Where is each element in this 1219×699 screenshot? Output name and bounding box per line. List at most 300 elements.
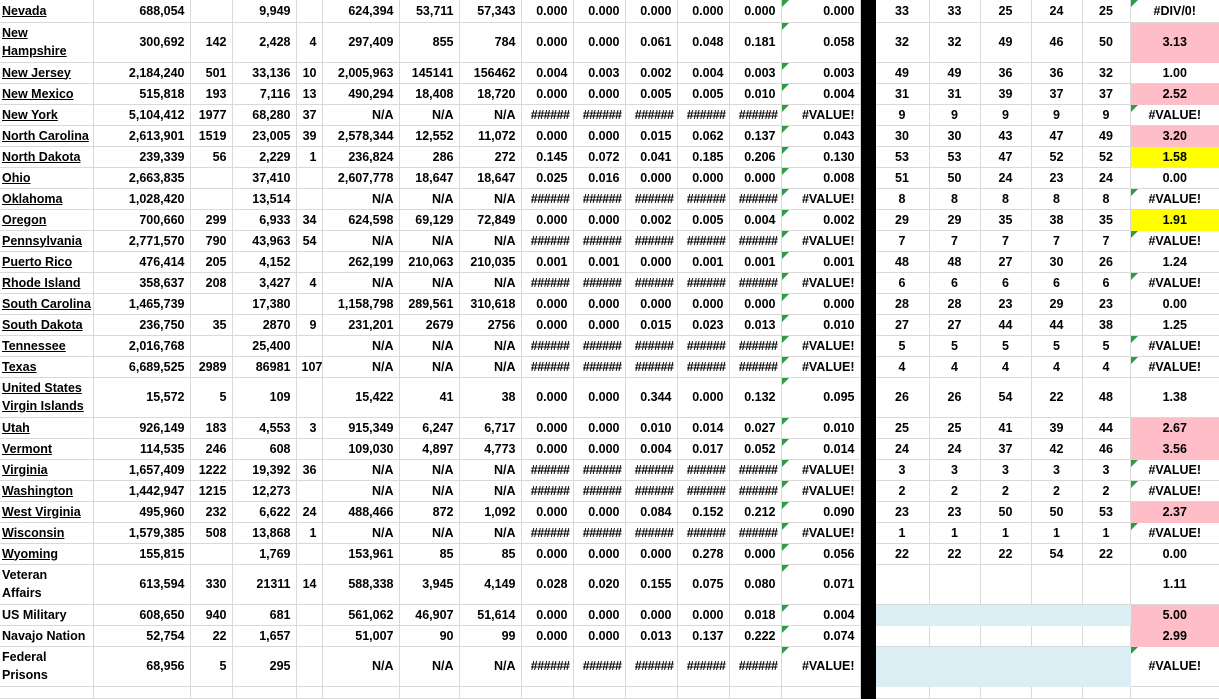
cell-value[interactable]: 1 (296, 522, 322, 543)
cell-rank[interactable]: 5 (980, 335, 1031, 356)
cell-rank[interactable]: 5 (1031, 335, 1082, 356)
cell-value[interactable]: 7,116 (232, 83, 296, 104)
cell-value[interactable]: 142 (190, 22, 232, 62)
cell-ratio[interactable]: 0.001 (677, 251, 729, 272)
cell-final-ratio[interactable]: #DIV/0! (1130, 0, 1219, 22)
cell-rank[interactable] (980, 646, 1031, 686)
cell-rank[interactable]: 33 (875, 0, 929, 22)
cell-ratio[interactable]: 0.000 (573, 543, 625, 564)
cell-value[interactable]: 561,062 (322, 604, 399, 625)
cell-rank[interactable]: 2 (980, 480, 1031, 501)
cell-final-ratio[interactable]: 1.38 (1130, 377, 1219, 417)
cell-ratio[interactable]: ###### (573, 230, 625, 251)
cell-value[interactable]: N/A (459, 335, 521, 356)
cell-value[interactable]: 1977 (190, 104, 232, 125)
cell-ratio[interactable]: 0.003 (573, 62, 625, 83)
cell-average[interactable]: 0.010 (781, 417, 860, 438)
cell-value[interactable]: 4,773 (459, 438, 521, 459)
cell-value[interactable]: 515,818 (93, 83, 190, 104)
cell-value[interactable]: 69,129 (399, 209, 459, 230)
cell-rank[interactable]: 50 (1031, 501, 1082, 522)
cell-rank[interactable]: 28 (875, 293, 929, 314)
cell-value[interactable]: 608,650 (93, 604, 190, 625)
cell-value[interactable]: 3 (296, 417, 322, 438)
cell-value[interactable]: 232 (190, 501, 232, 522)
empty-cell[interactable] (677, 686, 729, 698)
cell-value[interactable] (296, 251, 322, 272)
cell-average[interactable]: 0.095 (781, 377, 860, 417)
cell-final-ratio[interactable]: 1.00 (1130, 62, 1219, 83)
cell-value[interactable]: 6,717 (459, 417, 521, 438)
cell-ratio[interactable]: 0.000 (729, 293, 781, 314)
cell-value[interactable]: 246 (190, 438, 232, 459)
cell-rank[interactable] (1082, 625, 1130, 646)
cell-value[interactable]: 6,689,525 (93, 356, 190, 377)
cell-value[interactable]: 2989 (190, 356, 232, 377)
cell-rank[interactable]: 31 (929, 83, 980, 104)
cell-state-name[interactable] (0, 167, 93, 188)
cell-value[interactable]: 2,613,901 (93, 125, 190, 146)
cell-rank[interactable]: 50 (980, 501, 1031, 522)
cell-value[interactable]: 72,849 (459, 209, 521, 230)
cell-rank[interactable]: 1 (980, 522, 1031, 543)
cell-value[interactable]: 12,552 (399, 125, 459, 146)
cell-rank[interactable]: 4 (1031, 356, 1082, 377)
cell-state-name[interactable] (0, 188, 93, 209)
cell-ratio[interactable]: ###### (677, 272, 729, 293)
cell-value[interactable] (190, 293, 232, 314)
cell-value[interactable] (190, 543, 232, 564)
cell-ratio[interactable]: 0.001 (729, 251, 781, 272)
cell-ratio[interactable]: 0.015 (625, 314, 677, 335)
empty-cell[interactable] (729, 686, 781, 698)
cell-value[interactable]: 18,720 (459, 83, 521, 104)
cell-value[interactable]: 6,247 (399, 417, 459, 438)
cell-value[interactable]: N/A (322, 188, 399, 209)
cell-average[interactable]: 0.001 (781, 251, 860, 272)
cell-rank[interactable]: 32 (875, 22, 929, 62)
cell-state-name[interactable] (0, 564, 93, 604)
cell-rank[interactable]: 41 (980, 417, 1031, 438)
cell-value[interactable]: 12,273 (232, 480, 296, 501)
cell-rank[interactable]: 29 (875, 209, 929, 230)
cell-value[interactable]: 4,152 (232, 251, 296, 272)
cell-value[interactable]: 495,960 (93, 501, 190, 522)
cell-ratio[interactable]: 0.028 (521, 564, 573, 604)
cell-rank[interactable]: 3 (1031, 459, 1082, 480)
cell-state-name[interactable] (0, 543, 93, 564)
cell-value[interactable]: N/A (459, 104, 521, 125)
cell-ratio[interactable]: 0.002 (625, 62, 677, 83)
cell-ratio[interactable]: 0.152 (677, 501, 729, 522)
cell-final-ratio[interactable]: 1.58 (1130, 146, 1219, 167)
cell-value[interactable]: 18,647 (399, 167, 459, 188)
cell-ratio[interactable]: 0.004 (729, 209, 781, 230)
cell-ratio[interactable]: 0.000 (521, 83, 573, 104)
cell-value[interactable]: 1,657,409 (93, 459, 190, 480)
cell-value[interactable]: 2,428 (232, 22, 296, 62)
cell-ratio[interactable]: ###### (677, 188, 729, 209)
cell-ratio[interactable]: ###### (677, 522, 729, 543)
cell-ratio[interactable]: ###### (521, 356, 573, 377)
cell-value[interactable]: N/A (459, 356, 521, 377)
cell-state-name[interactable] (0, 230, 93, 251)
cell-ratio[interactable]: ###### (521, 522, 573, 543)
cell-ratio[interactable]: 0.222 (729, 625, 781, 646)
cell-value[interactable]: 39 (296, 125, 322, 146)
cell-rank[interactable]: 24 (929, 438, 980, 459)
cell-ratio[interactable]: 0.005 (677, 209, 729, 230)
cell-ratio[interactable]: 0.072 (573, 146, 625, 167)
cell-rank[interactable]: 3 (875, 459, 929, 480)
cell-ratio[interactable]: 0.000 (573, 438, 625, 459)
cell-rank[interactable]: 37 (1082, 83, 1130, 104)
cell-rank[interactable]: 39 (980, 83, 1031, 104)
cell-value[interactable]: N/A (399, 230, 459, 251)
cell-value[interactable]: 25,400 (232, 335, 296, 356)
cell-rank[interactable]: 2 (875, 480, 929, 501)
cell-ratio[interactable]: 0.000 (573, 625, 625, 646)
cell-value[interactable]: 23,005 (232, 125, 296, 146)
cell-rank[interactable]: 30 (875, 125, 929, 146)
cell-ratio[interactable]: ###### (625, 459, 677, 480)
cell-value[interactable]: 1222 (190, 459, 232, 480)
empty-cell[interactable] (1082, 686, 1130, 698)
cell-value[interactable]: 205 (190, 251, 232, 272)
cell-value[interactable]: N/A (459, 188, 521, 209)
cell-ratio[interactable]: 0.000 (521, 417, 573, 438)
cell-value[interactable]: 15,572 (93, 377, 190, 417)
cell-ratio[interactable]: 0.002 (625, 209, 677, 230)
cell-rank[interactable]: 24 (980, 167, 1031, 188)
cell-rank[interactable]: 48 (1082, 377, 1130, 417)
cell-final-ratio[interactable]: 2.67 (1130, 417, 1219, 438)
cell-value[interactable]: 156462 (459, 62, 521, 83)
cell-value[interactable]: 18,647 (459, 167, 521, 188)
cell-value[interactable] (190, 335, 232, 356)
cell-value[interactable]: 2,005,963 (322, 62, 399, 83)
cell-rank[interactable]: 6 (929, 272, 980, 293)
cell-ratio[interactable]: 0.000 (573, 125, 625, 146)
cell-rank[interactable]: 51 (875, 167, 929, 188)
cell-value[interactable]: N/A (322, 480, 399, 501)
cell-ratio[interactable]: ###### (625, 480, 677, 501)
cell-final-ratio[interactable]: #VALUE! (1130, 230, 1219, 251)
cell-rank[interactable]: 50 (929, 167, 980, 188)
cell-rank[interactable]: 5 (875, 335, 929, 356)
cell-rank[interactable]: 54 (980, 377, 1031, 417)
empty-cell[interactable] (296, 686, 322, 698)
cell-rank[interactable] (1031, 625, 1082, 646)
cell-rank[interactable]: 4 (875, 356, 929, 377)
cell-value[interactable] (296, 625, 322, 646)
cell-value[interactable] (296, 604, 322, 625)
cell-state-name[interactable] (0, 604, 93, 625)
cell-rank[interactable]: 29 (1031, 293, 1082, 314)
cell-value[interactable]: 855 (399, 22, 459, 62)
cell-rank[interactable]: 35 (1082, 209, 1130, 230)
cell-value[interactable]: 681 (232, 604, 296, 625)
cell-rank[interactable]: 43 (980, 125, 1031, 146)
cell-value[interactable]: 3,427 (232, 272, 296, 293)
cell-ratio[interactable]: 0.000 (521, 0, 573, 22)
cell-value[interactable]: 1 (296, 146, 322, 167)
cell-ratio[interactable]: 0.020 (573, 564, 625, 604)
cell-ratio[interactable]: 0.000 (521, 543, 573, 564)
cell-rank[interactable]: 53 (875, 146, 929, 167)
cell-rank[interactable]: 38 (1082, 314, 1130, 335)
cell-average[interactable]: #VALUE! (781, 459, 860, 480)
cell-ratio[interactable]: 0.000 (521, 625, 573, 646)
cell-state-name[interactable] (0, 459, 93, 480)
cell-rank[interactable]: 26 (875, 377, 929, 417)
cell-value[interactable] (296, 293, 322, 314)
cell-value[interactable]: 2756 (459, 314, 521, 335)
cell-ratio[interactable]: ###### (521, 335, 573, 356)
cell-rank[interactable] (929, 604, 980, 625)
cell-ratio[interactable]: ###### (625, 230, 677, 251)
cell-rank[interactable]: 26 (929, 377, 980, 417)
cell-ratio[interactable]: ###### (573, 272, 625, 293)
cell-ratio[interactable]: 0.041 (625, 146, 677, 167)
cell-value[interactable]: N/A (399, 272, 459, 293)
empty-cell[interactable] (521, 686, 573, 698)
cell-average[interactable]: 0.000 (781, 293, 860, 314)
cell-average[interactable]: 0.003 (781, 62, 860, 83)
cell-average[interactable]: #VALUE! (781, 522, 860, 543)
cell-value[interactable]: 1,579,385 (93, 522, 190, 543)
cell-value[interactable]: 501 (190, 62, 232, 83)
cell-value[interactable]: 19,392 (232, 459, 296, 480)
cell-value[interactable]: 2,229 (232, 146, 296, 167)
cell-average[interactable]: 0.004 (781, 604, 860, 625)
cell-value[interactable]: 13 (296, 83, 322, 104)
cell-final-ratio[interactable]: 1.91 (1130, 209, 1219, 230)
cell-value[interactable]: 4,149 (459, 564, 521, 604)
cell-rank[interactable]: 9 (929, 104, 980, 125)
cell-average[interactable]: #VALUE! (781, 646, 860, 686)
cell-value[interactable]: 2,607,778 (322, 167, 399, 188)
cell-final-ratio[interactable]: 1.25 (1130, 314, 1219, 335)
cell-value[interactable]: 2870 (232, 314, 296, 335)
cell-value[interactable]: N/A (322, 272, 399, 293)
cell-value[interactable]: N/A (459, 522, 521, 543)
cell-rank[interactable]: 4 (980, 356, 1031, 377)
cell-value[interactable]: 613,594 (93, 564, 190, 604)
cell-ratio[interactable]: ###### (573, 335, 625, 356)
cell-average[interactable]: #VALUE! (781, 230, 860, 251)
cell-value[interactable]: N/A (399, 459, 459, 480)
cell-rank[interactable]: 54 (1031, 543, 1082, 564)
cell-rank[interactable]: 5 (929, 335, 980, 356)
cell-value[interactable]: N/A (399, 522, 459, 543)
cell-rank[interactable]: 1 (1082, 522, 1130, 543)
cell-ratio[interactable]: 0.013 (729, 314, 781, 335)
cell-value[interactable]: 22 (190, 625, 232, 646)
cell-state-name[interactable] (0, 0, 93, 22)
cell-value[interactable]: 1,028,420 (93, 188, 190, 209)
cell-average[interactable]: 0.008 (781, 167, 860, 188)
cell-value[interactable]: 85 (399, 543, 459, 564)
cell-final-ratio[interactable]: #VALUE! (1130, 480, 1219, 501)
cell-rank[interactable]: 25 (1082, 0, 1130, 22)
cell-rank[interactable]: 32 (1082, 62, 1130, 83)
cell-ratio[interactable]: 0.181 (729, 22, 781, 62)
cell-value[interactable]: 68,280 (232, 104, 296, 125)
cell-state-name[interactable] (0, 438, 93, 459)
cell-ratio[interactable]: 0.000 (521, 293, 573, 314)
cell-value[interactable]: 476,414 (93, 251, 190, 272)
cell-value[interactable]: 262,199 (322, 251, 399, 272)
cell-state-name[interactable] (0, 272, 93, 293)
cell-rank[interactable]: 23 (1082, 293, 1130, 314)
cell-final-ratio[interactable]: #VALUE! (1130, 522, 1219, 543)
cell-ratio[interactable]: 0.052 (729, 438, 781, 459)
cell-final-ratio[interactable]: 3.13 (1130, 22, 1219, 62)
cell-rank[interactable]: 48 (929, 251, 980, 272)
cell-rank[interactable]: 49 (980, 22, 1031, 62)
cell-average[interactable]: 0.043 (781, 125, 860, 146)
cell-ratio[interactable]: ###### (677, 356, 729, 377)
cell-value[interactable]: 145141 (399, 62, 459, 83)
cell-value[interactable]: 10 (296, 62, 322, 83)
cell-state-name[interactable] (0, 22, 93, 62)
cell-final-ratio[interactable]: #VALUE! (1130, 188, 1219, 209)
cell-value[interactable]: 11,072 (459, 125, 521, 146)
cell-average[interactable]: #VALUE! (781, 104, 860, 125)
cell-ratio[interactable]: ###### (625, 522, 677, 543)
cell-value[interactable]: N/A (399, 188, 459, 209)
cell-ratio[interactable]: ###### (521, 646, 573, 686)
cell-final-ratio[interactable]: #VALUE! (1130, 646, 1219, 686)
cell-rank[interactable]: 4 (929, 356, 980, 377)
cell-value[interactable]: 236,824 (322, 146, 399, 167)
cell-final-ratio[interactable]: #VALUE! (1130, 335, 1219, 356)
cell-value[interactable]: 1215 (190, 480, 232, 501)
cell-ratio[interactable]: 0.005 (625, 83, 677, 104)
cell-ratio[interactable]: ###### (625, 646, 677, 686)
cell-rank[interactable]: 4 (1082, 356, 1130, 377)
cell-value[interactable]: 53,711 (399, 0, 459, 22)
cell-ratio[interactable]: ###### (729, 480, 781, 501)
cell-ratio[interactable]: 0.000 (521, 209, 573, 230)
cell-rank[interactable] (929, 564, 980, 604)
cell-ratio[interactable]: 0.137 (729, 125, 781, 146)
cell-value[interactable]: 2,663,835 (93, 167, 190, 188)
cell-ratio[interactable]: ###### (625, 335, 677, 356)
cell-value[interactable]: 34 (296, 209, 322, 230)
cell-ratio[interactable]: 0.013 (625, 625, 677, 646)
cell-value[interactable]: 33,136 (232, 62, 296, 83)
cell-ratio[interactable]: 0.145 (521, 146, 573, 167)
cell-ratio[interactable]: 0.000 (677, 293, 729, 314)
cell-ratio[interactable]: ###### (573, 480, 625, 501)
cell-final-ratio[interactable]: 1.24 (1130, 251, 1219, 272)
cell-value[interactable]: 4 (296, 22, 322, 62)
cell-value[interactable]: 13,868 (232, 522, 296, 543)
cell-ratio[interactable]: ###### (729, 230, 781, 251)
cell-rank[interactable] (1031, 564, 1082, 604)
cell-value[interactable]: 358,637 (93, 272, 190, 293)
cell-rank[interactable]: 9 (1031, 104, 1082, 125)
cell-value[interactable]: 2679 (399, 314, 459, 335)
cell-state-name[interactable] (0, 146, 93, 167)
cell-ratio[interactable]: 0.155 (625, 564, 677, 604)
cell-value[interactable]: 114,535 (93, 438, 190, 459)
cell-ratio[interactable]: ###### (521, 230, 573, 251)
empty-cell[interactable] (625, 686, 677, 698)
cell-rank[interactable]: 48 (875, 251, 929, 272)
cell-value[interactable]: 4,553 (232, 417, 296, 438)
cell-value[interactable]: 926,149 (93, 417, 190, 438)
cell-value[interactable]: 2,771,570 (93, 230, 190, 251)
cell-rank[interactable] (875, 625, 929, 646)
cell-rank[interactable]: 2 (1031, 480, 1082, 501)
cell-value[interactable] (190, 188, 232, 209)
cell-ratio[interactable]: ###### (573, 522, 625, 543)
cell-value[interactable]: 784 (459, 22, 521, 62)
cell-rank[interactable]: 38 (1031, 209, 1082, 230)
cell-ratio[interactable]: ###### (729, 522, 781, 543)
cell-ratio[interactable]: 0.000 (521, 125, 573, 146)
cell-value[interactable]: N/A (322, 335, 399, 356)
cell-ratio[interactable]: 0.000 (521, 377, 573, 417)
cell-ratio[interactable]: 0.017 (677, 438, 729, 459)
cell-rank[interactable]: 6 (980, 272, 1031, 293)
cell-average[interactable]: #VALUE! (781, 356, 860, 377)
cell-rank[interactable]: 25 (875, 417, 929, 438)
cell-state-name[interactable] (0, 83, 93, 104)
cell-ratio[interactable]: ###### (677, 646, 729, 686)
cell-value[interactable]: N/A (399, 646, 459, 686)
cell-value[interactable] (296, 646, 322, 686)
cell-state-name[interactable] (0, 480, 93, 501)
cell-value[interactable]: 68,956 (93, 646, 190, 686)
cell-final-ratio[interactable]: #VALUE! (1130, 104, 1219, 125)
cell-value[interactable]: 1,158,798 (322, 293, 399, 314)
cell-rank[interactable] (980, 625, 1031, 646)
cell-rank[interactable]: 7 (1082, 230, 1130, 251)
cell-rank[interactable]: 3 (980, 459, 1031, 480)
cell-state-name[interactable] (0, 125, 93, 146)
cell-value[interactable]: 608 (232, 438, 296, 459)
cell-ratio[interactable]: 0.185 (677, 146, 729, 167)
cell-state-name[interactable] (0, 209, 93, 230)
cell-ratio[interactable]: 0.048 (677, 22, 729, 62)
cell-value[interactable]: N/A (459, 646, 521, 686)
cell-ratio[interactable]: 0.212 (729, 501, 781, 522)
cell-rank[interactable]: 42 (1031, 438, 1082, 459)
cell-ratio[interactable]: 0.027 (729, 417, 781, 438)
cell-value[interactable]: 3,945 (399, 564, 459, 604)
cell-value[interactable]: 4 (296, 272, 322, 293)
cell-rank[interactable]: 47 (1031, 125, 1082, 146)
cell-ratio[interactable]: ###### (625, 272, 677, 293)
cell-ratio[interactable]: 0.005 (677, 83, 729, 104)
cell-average[interactable]: #VALUE! (781, 335, 860, 356)
cell-value[interactable]: 872 (399, 501, 459, 522)
cell-ratio[interactable]: ###### (729, 104, 781, 125)
cell-value[interactable]: N/A (322, 459, 399, 480)
cell-rank[interactable]: 23 (980, 293, 1031, 314)
cell-rank[interactable] (875, 604, 929, 625)
cell-rank[interactable]: 2 (1082, 480, 1130, 501)
cell-state-name[interactable] (0, 62, 93, 83)
cell-rank[interactable]: 8 (929, 188, 980, 209)
cell-value[interactable]: 193 (190, 83, 232, 104)
cell-ratio[interactable]: ###### (729, 335, 781, 356)
cell-rank[interactable]: 39 (1031, 417, 1082, 438)
